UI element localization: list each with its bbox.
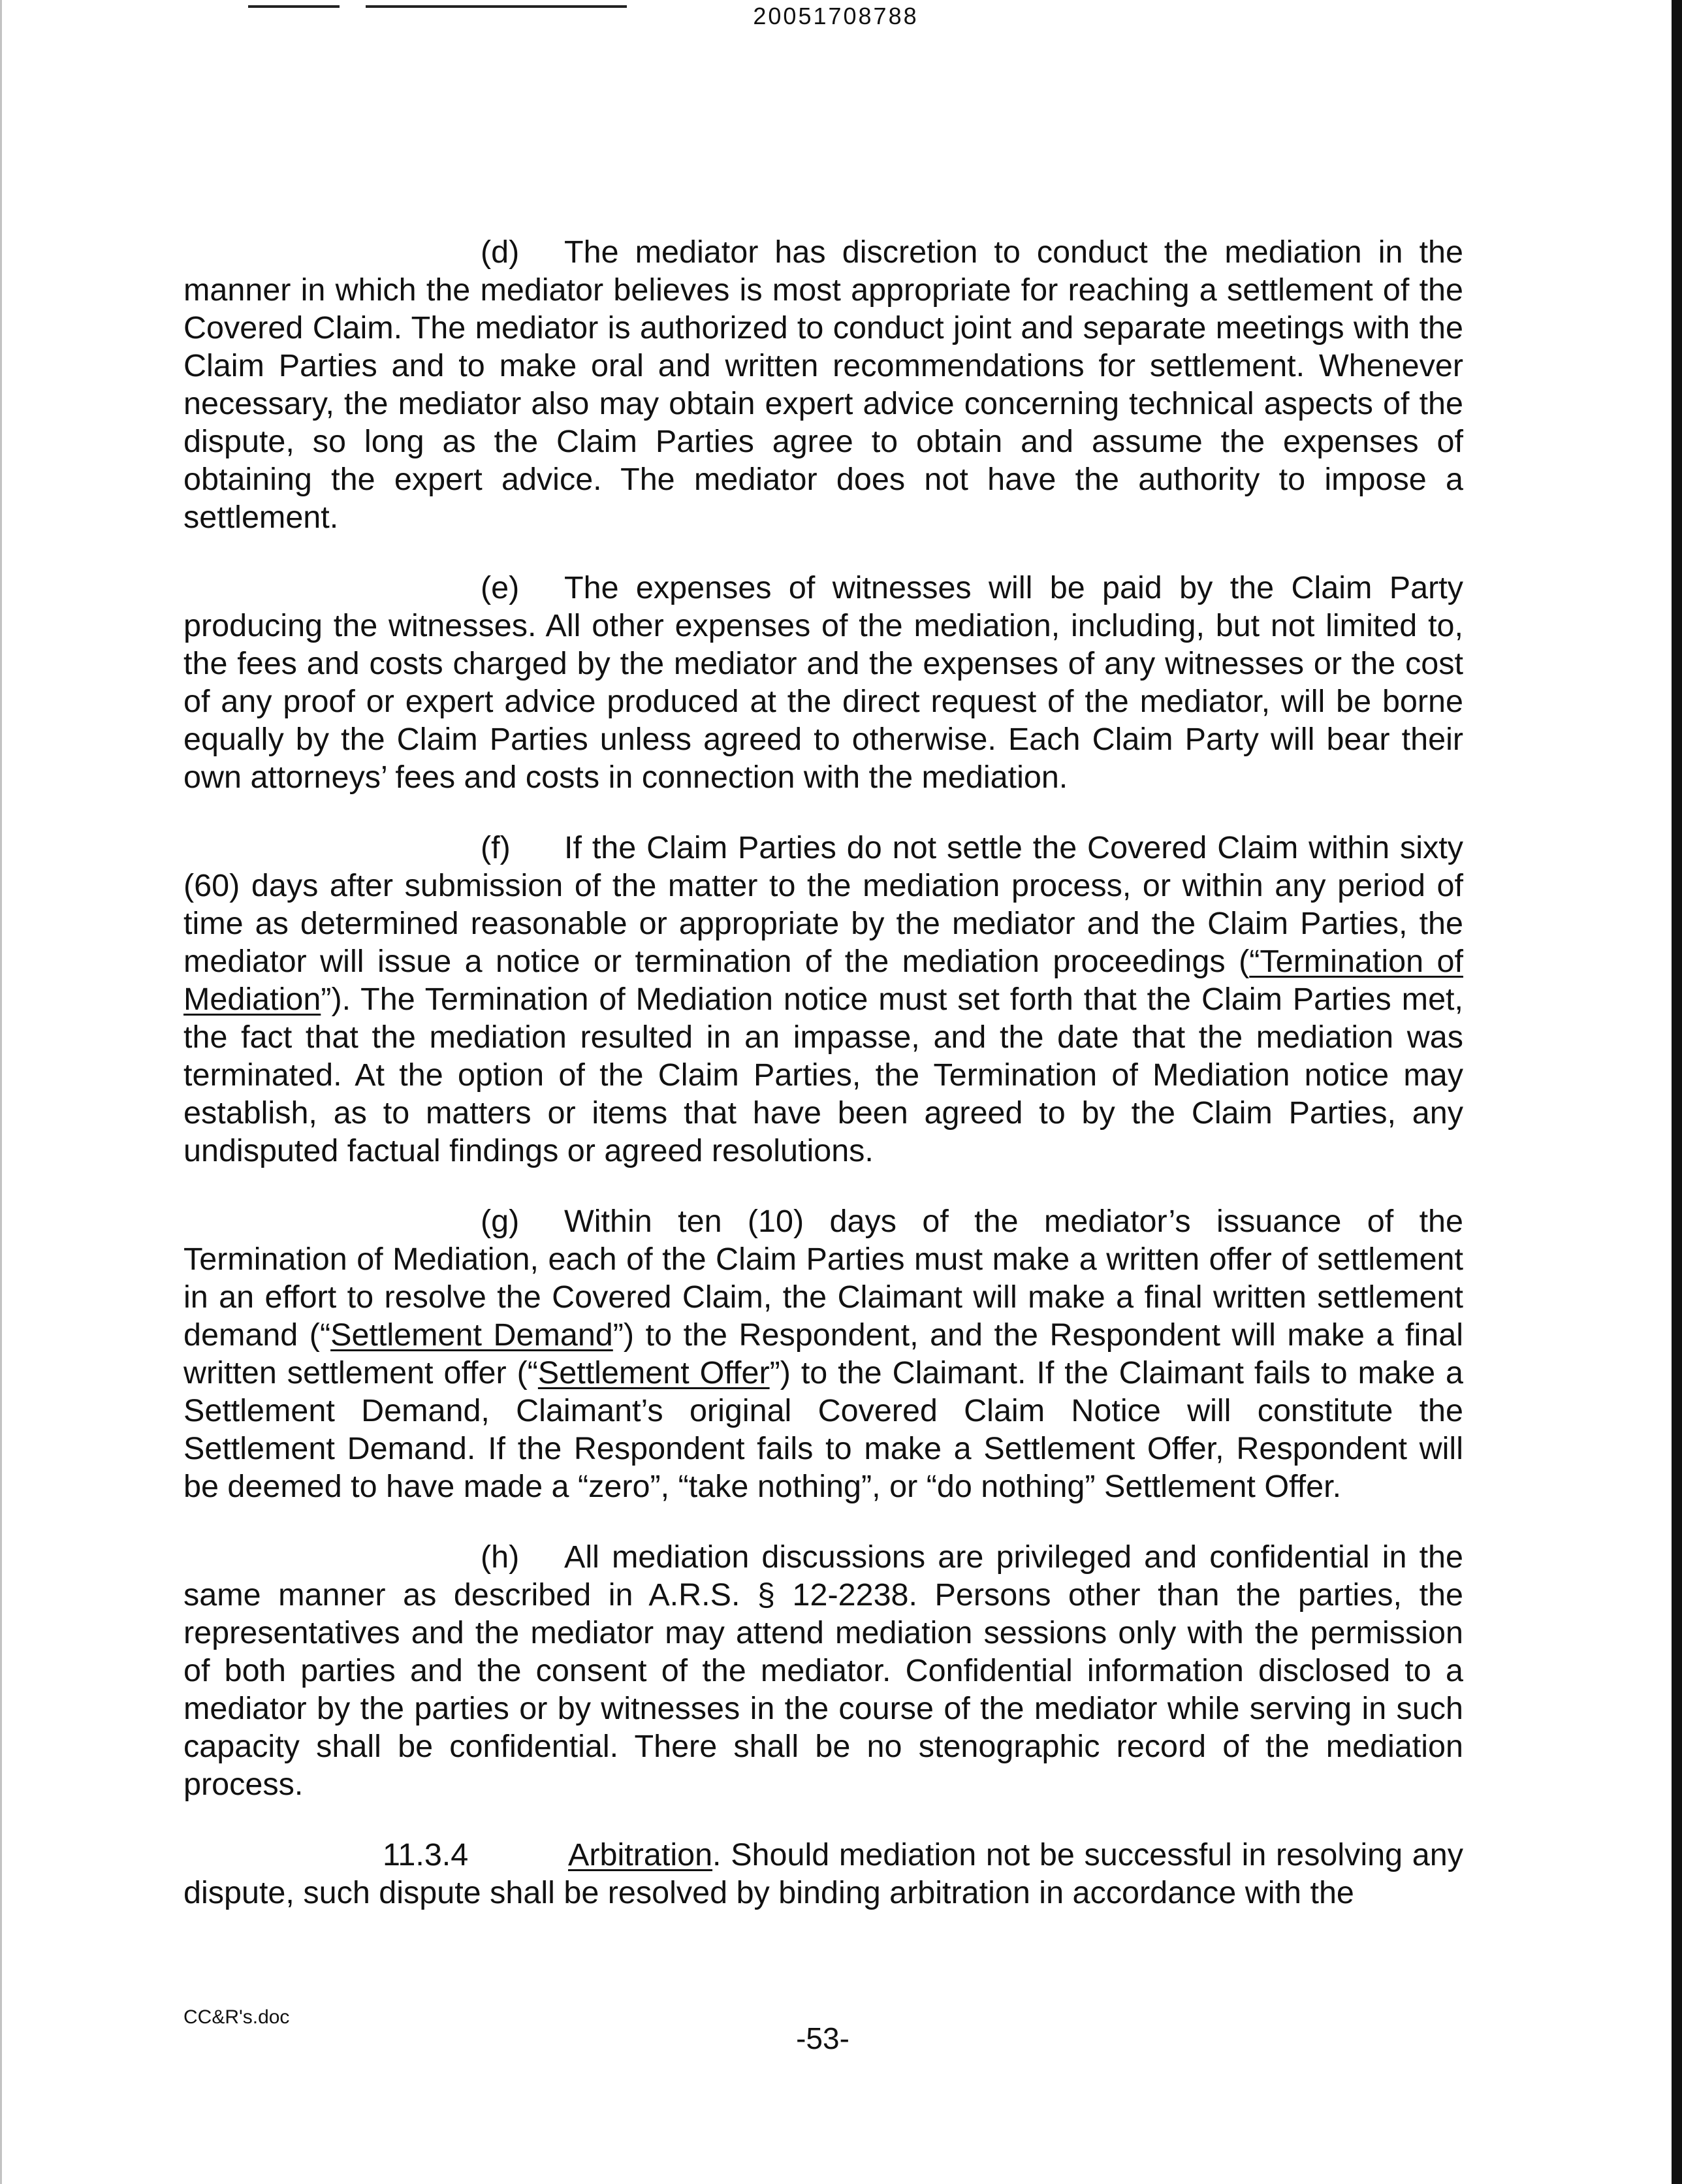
paragraph-f (183, 829, 1463, 1170)
paragraph-marker: (e) (481, 570, 520, 605)
paragraph-h (183, 1538, 1463, 1803)
paragraph-text: Within ten (10) days of the mediator’s issuance of the Termination of Mediation, each of the Claim Parties must make a written offer of settlement in an effort to resolve the Covered Claim, the Claimant will make a final written settlement demand (“ (183, 1204, 1463, 1353)
document-body (183, 233, 1463, 1944)
paragraph-text: The expenses of witnesses will be paid by the Claim Party producing the witnesses. All other expenses of the mediation, including, but not limited to, the fees and costs charged by the mediator and the expenses of any witnesses or the cost of any proof or expert advice produced at the direct request of the mediator, will be borne equally by the Claim Parties unless agreed to otherwise. Each Claim Party will bear their own attorneys’ fees and costs in connection with the mediation. (183, 570, 1463, 795)
defined-term: Settlement Offer (537, 1355, 770, 1390)
paragraph-marker: (d) (481, 234, 520, 270)
paragraph-text: All mediation discussions are privileged and confidential in the same manner as described in A.R.S. § 12-2238. Persons other than the parties, the representatives and the mediator may attend mediation sessions only with the permission of both parties and the consent of the mediator. Confidential information disclosed to a mediator by the parties or by witnesses in the course of the mediator while serving in such capacity shall be confidential. There shall be no stenographic record of the mediation process. (183, 1539, 1463, 1802)
paragraph-text: ”). The Termination of Mediation notice must set forth that the Claim Parties met, the fact that the mediation resulted in an impasse, and the date that the mediation was terminated. At the option of the Claim Parties, the Termination of Mediation notice may establish, as to matters or items that have been agreed to by the Claim Parties, any undisputed factual findings or agreed resolutions. (183, 982, 1463, 1168)
paragraph-text: If the Claim Parties do not settle the Covered Claim within sixty (60) days after submission of the matter to the mediation process, or within any period of time as determined reasonable or appropriate by the mediator and the Claim Parties, the mediator will issue a notice or termination of the mediation proceedings ( (183, 830, 1463, 979)
paragraph-g (183, 1202, 1463, 1505)
paragraph-e (183, 569, 1463, 796)
top-rule (366, 5, 627, 8)
paragraph-marker: (h) (481, 1539, 520, 1575)
paragraph-marker: (g) (481, 1204, 520, 1239)
page-number: -53- (796, 2021, 849, 2055)
section-number: 11.3.4 (383, 1837, 469, 1872)
paragraph-marker: (f) (481, 830, 511, 865)
footer-filename: CC&R's.doc (183, 2006, 290, 2028)
left-scan-edge (0, 0, 2, 2184)
recording-number: 20051708788 (753, 3, 919, 29)
paragraph-text: ”) to the Claimant. If the Claimant fails to make a Settlement Demand, Claimant’s original Covered Claim Notice will constitute the Settlement Demand. If the Respondent fails to make a Settlement Offer, Respondent will be deemed to have made a “zero”, “take nothing”, or “do nothing” Settlement Offer. (183, 1355, 1463, 1504)
paragraph-text: . Should mediation not be successful in resolving any dispute, such dispute shall be resolved by binding arbitration in accordance with the (183, 1837, 1463, 1910)
paragraph-text: ”) to the Respondent, and the Respondent will make a final written settlement offer (“ (183, 1317, 1463, 1390)
defined-term: “Termination of Mediation (183, 944, 1463, 1017)
defined-term: Settlement Demand (330, 1317, 613, 1353)
paragraph-d (183, 233, 1463, 536)
section-heading: Arbitration (568, 1837, 713, 1872)
section-11-3-4 (183, 1836, 1463, 1912)
top-rule (248, 5, 340, 8)
right-scan-edge (1672, 0, 1682, 2184)
paragraph-text: The mediator has discretion to conduct the mediation in the manner in which the mediator believes is most appropriate for reaching a settlement of the Covered Claim. The mediator is authorized to conduct joint and separate meetings with the Claim Parties and to make oral and written recommendations for settlement. Whenever necessary, the mediator also may obtain expert advice concerning technical aspects of the dispute, so long as the Claim Parties agree to obtain and assume the expenses of obtaining the expert advice. The mediator does not have the authority to impose a settlement. (183, 234, 1463, 535)
